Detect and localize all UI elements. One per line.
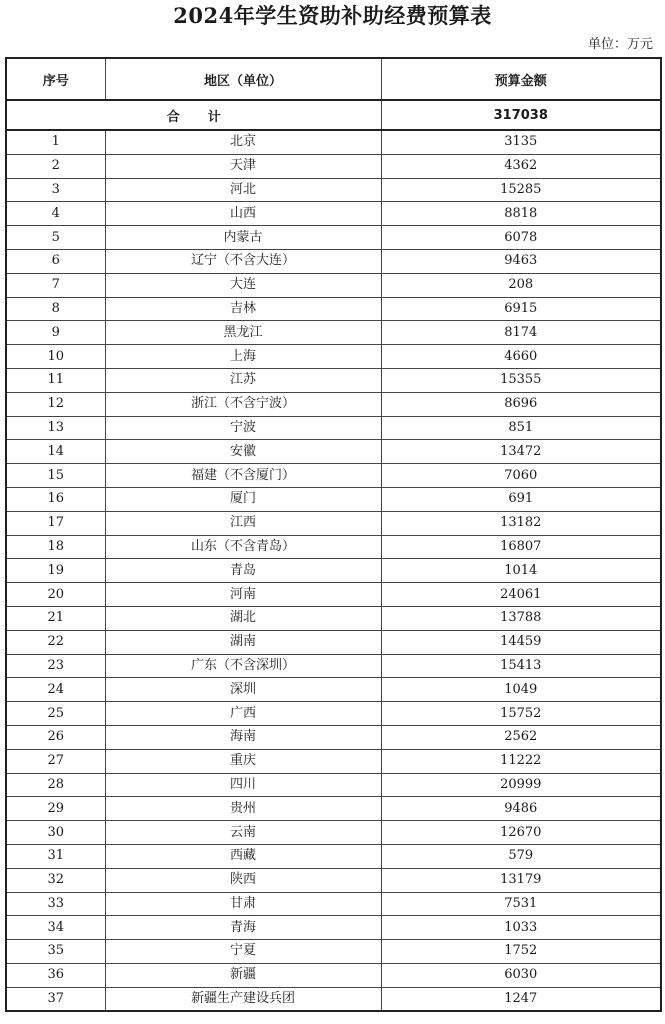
row-index: 32: [6, 868, 105, 892]
table-row: [6, 583, 661, 607]
row-index: 31: [6, 844, 105, 868]
row-index: 22: [6, 630, 105, 654]
row-amount: 13179: [381, 868, 661, 892]
row-amount: 14459: [381, 630, 661, 654]
row-region: 山东（不含青岛）: [105, 535, 381, 559]
table-row: [6, 987, 661, 1011]
table-row: [6, 702, 661, 726]
row-index: 11: [6, 368, 105, 392]
row-amount: 13788: [381, 606, 661, 630]
table-row: [6, 892, 661, 916]
row-index: 2: [6, 154, 105, 178]
row-region: 天津: [105, 154, 381, 178]
row-amount: 579: [381, 844, 661, 868]
header-row: [6, 58, 661, 100]
row-amount: 1033: [381, 916, 661, 940]
row-amount: 15285: [381, 178, 661, 202]
table-row: [6, 844, 661, 868]
table-row: [6, 654, 661, 678]
row-index: 28: [6, 773, 105, 797]
row-amount: 1049: [381, 678, 661, 702]
row-region: 广东（不含深圳）: [105, 654, 381, 678]
row-index: 5: [6, 226, 105, 250]
total-row: [6, 100, 661, 130]
row-index: 27: [6, 749, 105, 773]
row-region: 河北: [105, 178, 381, 202]
table-row: [6, 963, 661, 987]
table-row: [6, 226, 661, 250]
table-header: [6, 58, 661, 100]
row-index: 15: [6, 464, 105, 488]
header-index: 序号: [6, 58, 105, 100]
table-row: [6, 487, 661, 511]
row-index: 10: [6, 345, 105, 369]
table-row: [6, 773, 661, 797]
row-index: 3: [6, 178, 105, 202]
row-amount: 4660: [381, 345, 661, 369]
row-amount: 20999: [381, 773, 661, 797]
row-index: 4: [6, 202, 105, 226]
row-index: 24: [6, 678, 105, 702]
row-region: 上海: [105, 345, 381, 369]
row-index: 34: [6, 916, 105, 940]
row-region: 湖北: [105, 606, 381, 630]
table-row: [6, 868, 661, 892]
row-region: 陕西: [105, 868, 381, 892]
table-row: [6, 345, 661, 369]
row-region: 重庆: [105, 749, 381, 773]
row-amount: 3135: [381, 130, 661, 154]
row-amount: 1014: [381, 559, 661, 583]
row-region: 内蒙古: [105, 226, 381, 250]
table-row: [6, 630, 661, 654]
header-amount: 预算金额: [381, 58, 661, 100]
row-region: 安徽: [105, 440, 381, 464]
table-row: [6, 130, 661, 154]
row-amount: 6078: [381, 226, 661, 250]
row-region: 海南: [105, 725, 381, 749]
row-region: 江苏: [105, 368, 381, 392]
row-region: 福建（不含厦门）: [105, 464, 381, 488]
row-region: 山西: [105, 202, 381, 226]
table-row: [6, 916, 661, 940]
row-index: 16: [6, 487, 105, 511]
row-amount: 12670: [381, 821, 661, 845]
row-index: 19: [6, 559, 105, 583]
row-region: 新疆: [105, 963, 381, 987]
table-row: [6, 821, 661, 845]
row-region: 河南: [105, 583, 381, 607]
row-index: 26: [6, 725, 105, 749]
row-amount: 9463: [381, 249, 661, 273]
table-total: [6, 100, 661, 130]
row-region: 北京: [105, 130, 381, 154]
row-index: 23: [6, 654, 105, 678]
row-amount: 4362: [381, 154, 661, 178]
row-region: 广西: [105, 702, 381, 726]
row-region: 浙江（不含宁波）: [105, 392, 381, 416]
row-region: 云南: [105, 821, 381, 845]
row-amount: 2562: [381, 725, 661, 749]
table-row: [6, 154, 661, 178]
row-amount: 7060: [381, 464, 661, 488]
row-amount: 8174: [381, 321, 661, 345]
table-row: [6, 321, 661, 345]
row-index: 29: [6, 797, 105, 821]
table-row: [6, 416, 661, 440]
row-index: 36: [6, 963, 105, 987]
row-region: 吉林: [105, 297, 381, 321]
row-index: 12: [6, 392, 105, 416]
row-index: 30: [6, 821, 105, 845]
row-region: 深圳: [105, 678, 381, 702]
row-amount: 8818: [381, 202, 661, 226]
row-region: 新疆生产建设兵团: [105, 987, 381, 1011]
row-amount: 16807: [381, 535, 661, 559]
row-amount: 6030: [381, 963, 661, 987]
row-index: 9: [6, 321, 105, 345]
document-title: 2024年学生资助补助经费预算表: [173, 3, 492, 28]
table-row: [6, 440, 661, 464]
row-amount: 9486: [381, 797, 661, 821]
row-region: 黑龙江: [105, 321, 381, 345]
row-region: 厦门: [105, 487, 381, 511]
row-region: 大连: [105, 273, 381, 297]
table-row: [6, 797, 661, 821]
unit-note: 单位：万元: [587, 37, 653, 52]
row-region: 甘肃: [105, 892, 381, 916]
table-row: [6, 297, 661, 321]
table-row: [6, 464, 661, 488]
row-amount: 24061: [381, 583, 661, 607]
row-index: 17: [6, 511, 105, 535]
table-row: [6, 606, 661, 630]
row-region: 贵州: [105, 797, 381, 821]
row-index: 8: [6, 297, 105, 321]
table-row: [6, 202, 661, 226]
row-amount: 1247: [381, 987, 661, 1011]
row-amount: 208: [381, 273, 661, 297]
table-row: [6, 678, 661, 702]
table-row: [6, 940, 661, 964]
table-row: [6, 368, 661, 392]
table-row: [6, 535, 661, 559]
row-amount: 15752: [381, 702, 661, 726]
row-amount: 15355: [381, 368, 661, 392]
row-amount: 851: [381, 416, 661, 440]
row-index: 35: [6, 940, 105, 964]
table-row: [6, 511, 661, 535]
row-region: 江西: [105, 511, 381, 535]
row-region: 西藏: [105, 844, 381, 868]
table-row: [6, 559, 661, 583]
row-index: 6: [6, 249, 105, 273]
table-row: [6, 749, 661, 773]
row-index: 33: [6, 892, 105, 916]
row-index: 13: [6, 416, 105, 440]
row-index: 7: [6, 273, 105, 297]
row-region: 宁夏: [105, 940, 381, 964]
total-label: 合计: [6, 100, 381, 130]
total-amount: 317038: [381, 100, 661, 130]
row-index: 21: [6, 606, 105, 630]
row-region: 宁波: [105, 416, 381, 440]
row-index: 18: [6, 535, 105, 559]
table-row: [6, 178, 661, 202]
header-region: 地区（单位）: [105, 58, 381, 100]
row-index: 37: [6, 987, 105, 1011]
row-amount: 13472: [381, 440, 661, 464]
table-row: [6, 392, 661, 416]
row-region: 湖南: [105, 630, 381, 654]
row-amount: 15413: [381, 654, 661, 678]
row-index: 20: [6, 583, 105, 607]
row-amount: 691: [381, 487, 661, 511]
row-region: 四川: [105, 773, 381, 797]
row-index: 14: [6, 440, 105, 464]
row-amount: 7531: [381, 892, 661, 916]
table-body: [6, 130, 661, 1011]
row-amount: 13182: [381, 511, 661, 535]
table-row: [6, 273, 661, 297]
row-amount: 1752: [381, 940, 661, 964]
row-region: 辽宁（不含大连）: [105, 249, 381, 273]
row-index: 25: [6, 702, 105, 726]
row-region: 青岛: [105, 559, 381, 583]
table-row: [6, 725, 661, 749]
row-amount: 8696: [381, 392, 661, 416]
row-region: 青海: [105, 916, 381, 940]
budget-table: [5, 57, 662, 1012]
row-amount: 11222: [381, 749, 661, 773]
table-row: [6, 249, 661, 273]
row-index: 1: [6, 130, 105, 154]
row-amount: 6915: [381, 297, 661, 321]
